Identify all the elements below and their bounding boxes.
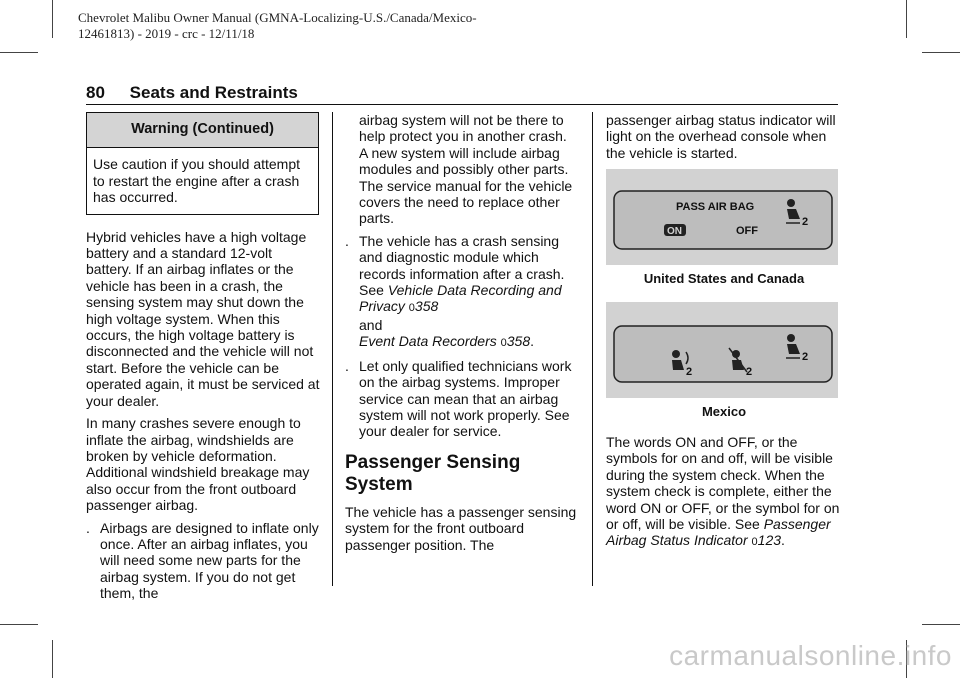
warning-title: Warning (Continued): [87, 113, 318, 148]
pass-air-bag-label: PASS AIR BAG: [676, 201, 755, 214]
watermark: carmanualsonline.info: [669, 640, 952, 671]
warning-box: [86, 112, 319, 215]
and-text: and: [359, 316, 383, 333]
caption-mexico: Mexico: [701, 403, 747, 419]
airbag-panel-us-canada: [606, 169, 838, 265]
panel-outline: [614, 191, 832, 249]
crossref-status-indicator[interactable]: Passenger Airbag Status Indicator: [606, 516, 831, 549]
panel-illustration: [606, 302, 838, 398]
crop-mark: [922, 52, 960, 53]
bullet-item: [345, 233, 577, 352]
crop-mark: [0, 624, 38, 625]
icon-subscript: 2: [802, 216, 809, 229]
bullet-marker: .: [86, 519, 90, 536]
bullet-continuation: airbag system will not be there to help protect you in another crash. A new system will include airbag modules and possibly other parts. The service manual for the vehicle covers the need to replace other parts.: [359, 112, 573, 227]
system-check-text: The words ON and OFF, or the symbols for on and off, will be visible during the system check. When the system check is complete, either the word ON or OFF, or the symbol for on or off, will be visible. See: [606, 434, 840, 533]
bullet-text: Airbags are designed to inflate only once. After an airbag inflates, you will need some new parts for the airbag system. If you do not get them, the: [100, 519, 319, 602]
bullet-item: [345, 358, 577, 440]
bullet-marker: .: [345, 232, 349, 249]
period: .: [781, 532, 785, 549]
page-ref-icon: 0: [751, 536, 758, 549]
page-ref[interactable]: 358: [506, 333, 531, 350]
column-divider: [592, 112, 593, 586]
panel-illustration: [606, 169, 838, 265]
crossref-event-recorders[interactable]: Event Data Recorders: [359, 333, 497, 350]
airbag-panel-mexico: [606, 302, 838, 398]
bullet-text: Let only qualified technicians work on the airbag systems. Improper service can mean that an airbag system will not work properly. See your dealer for service.: [359, 357, 572, 440]
paragraph-windshield: In many crashes severe enough to inflate the airbag, windshields are broken by vehicle deformation. Additional windshield breakage may also occur from the front outboard passenger airbag.: [86, 415, 310, 514]
section-title: Seats and Restraints: [129, 83, 298, 102]
on-label: ON: [667, 226, 682, 238]
crop-mark: [52, 0, 53, 38]
page-ref[interactable]: 358: [414, 298, 439, 315]
paragraph-hybrid: Hybrid vehicles have a high voltage battery and a standard 12-volt battery. If an airbag inflates or the vehicle has been in a crash, the sensing system may shut down the high voltage system. When this occurs, the high voltage battery is disconnected and the vehicle will not start. Before the vehicle can be operated again, it must be serviced at your dealer.: [86, 228, 320, 409]
crop-mark: [0, 52, 38, 53]
warning-body: Use caution if you should attempt to restart the engine after a crash has occurred.: [93, 156, 301, 206]
column-divider: [332, 112, 333, 586]
bullet-marker: .: [345, 357, 349, 374]
icon-subscript: 2: [746, 365, 753, 378]
caption-us-canada: United States and Canada: [643, 271, 805, 287]
crossref-vehicle-data[interactable]: Vehicle Data Recording and Privacy: [359, 282, 562, 315]
paragraph-system-check: [606, 434, 842, 551]
section-heading: Passenger Sensing System: [345, 451, 521, 495]
page-header: [86, 83, 838, 105]
column-1: [86, 112, 321, 608]
paragraph-passenger-sensing: The vehicle has a passenger sensing system for the front outboard passenger position. The: [345, 503, 577, 553]
page-ref[interactable]: 123: [757, 532, 782, 549]
bullet-text: The vehicle has a crash sensing and diagnostic module which records information after a crash. See: [359, 232, 565, 299]
period: .: [530, 333, 534, 350]
crop-mark: [906, 0, 907, 38]
off-label: OFF: [736, 225, 758, 238]
icon-subscript: 2: [802, 350, 809, 363]
crop-mark: [922, 624, 960, 625]
document-meta: [78, 10, 538, 42]
page-ref-icon: 0: [408, 302, 415, 315]
column-3: [606, 112, 842, 557]
paragraph-indicator: passenger airbag status indicator will light on the overhead console when the vehicle is started.: [606, 112, 836, 161]
meta-line-2: 12461813) - 2019 - crc - 12/11/18: [78, 26, 255, 41]
crop-mark: [52, 640, 53, 678]
column-2: [345, 112, 577, 559]
page-ref-icon: 0: [500, 337, 507, 350]
bullet-item: [86, 520, 321, 602]
page-number: 80: [86, 83, 105, 102]
icon-subscript: 2: [686, 365, 693, 378]
meta-line-1: Chevrolet Malibu Owner Manual (GMNA-Localizing-U.S./Canada/Mexico-: [78, 10, 477, 25]
